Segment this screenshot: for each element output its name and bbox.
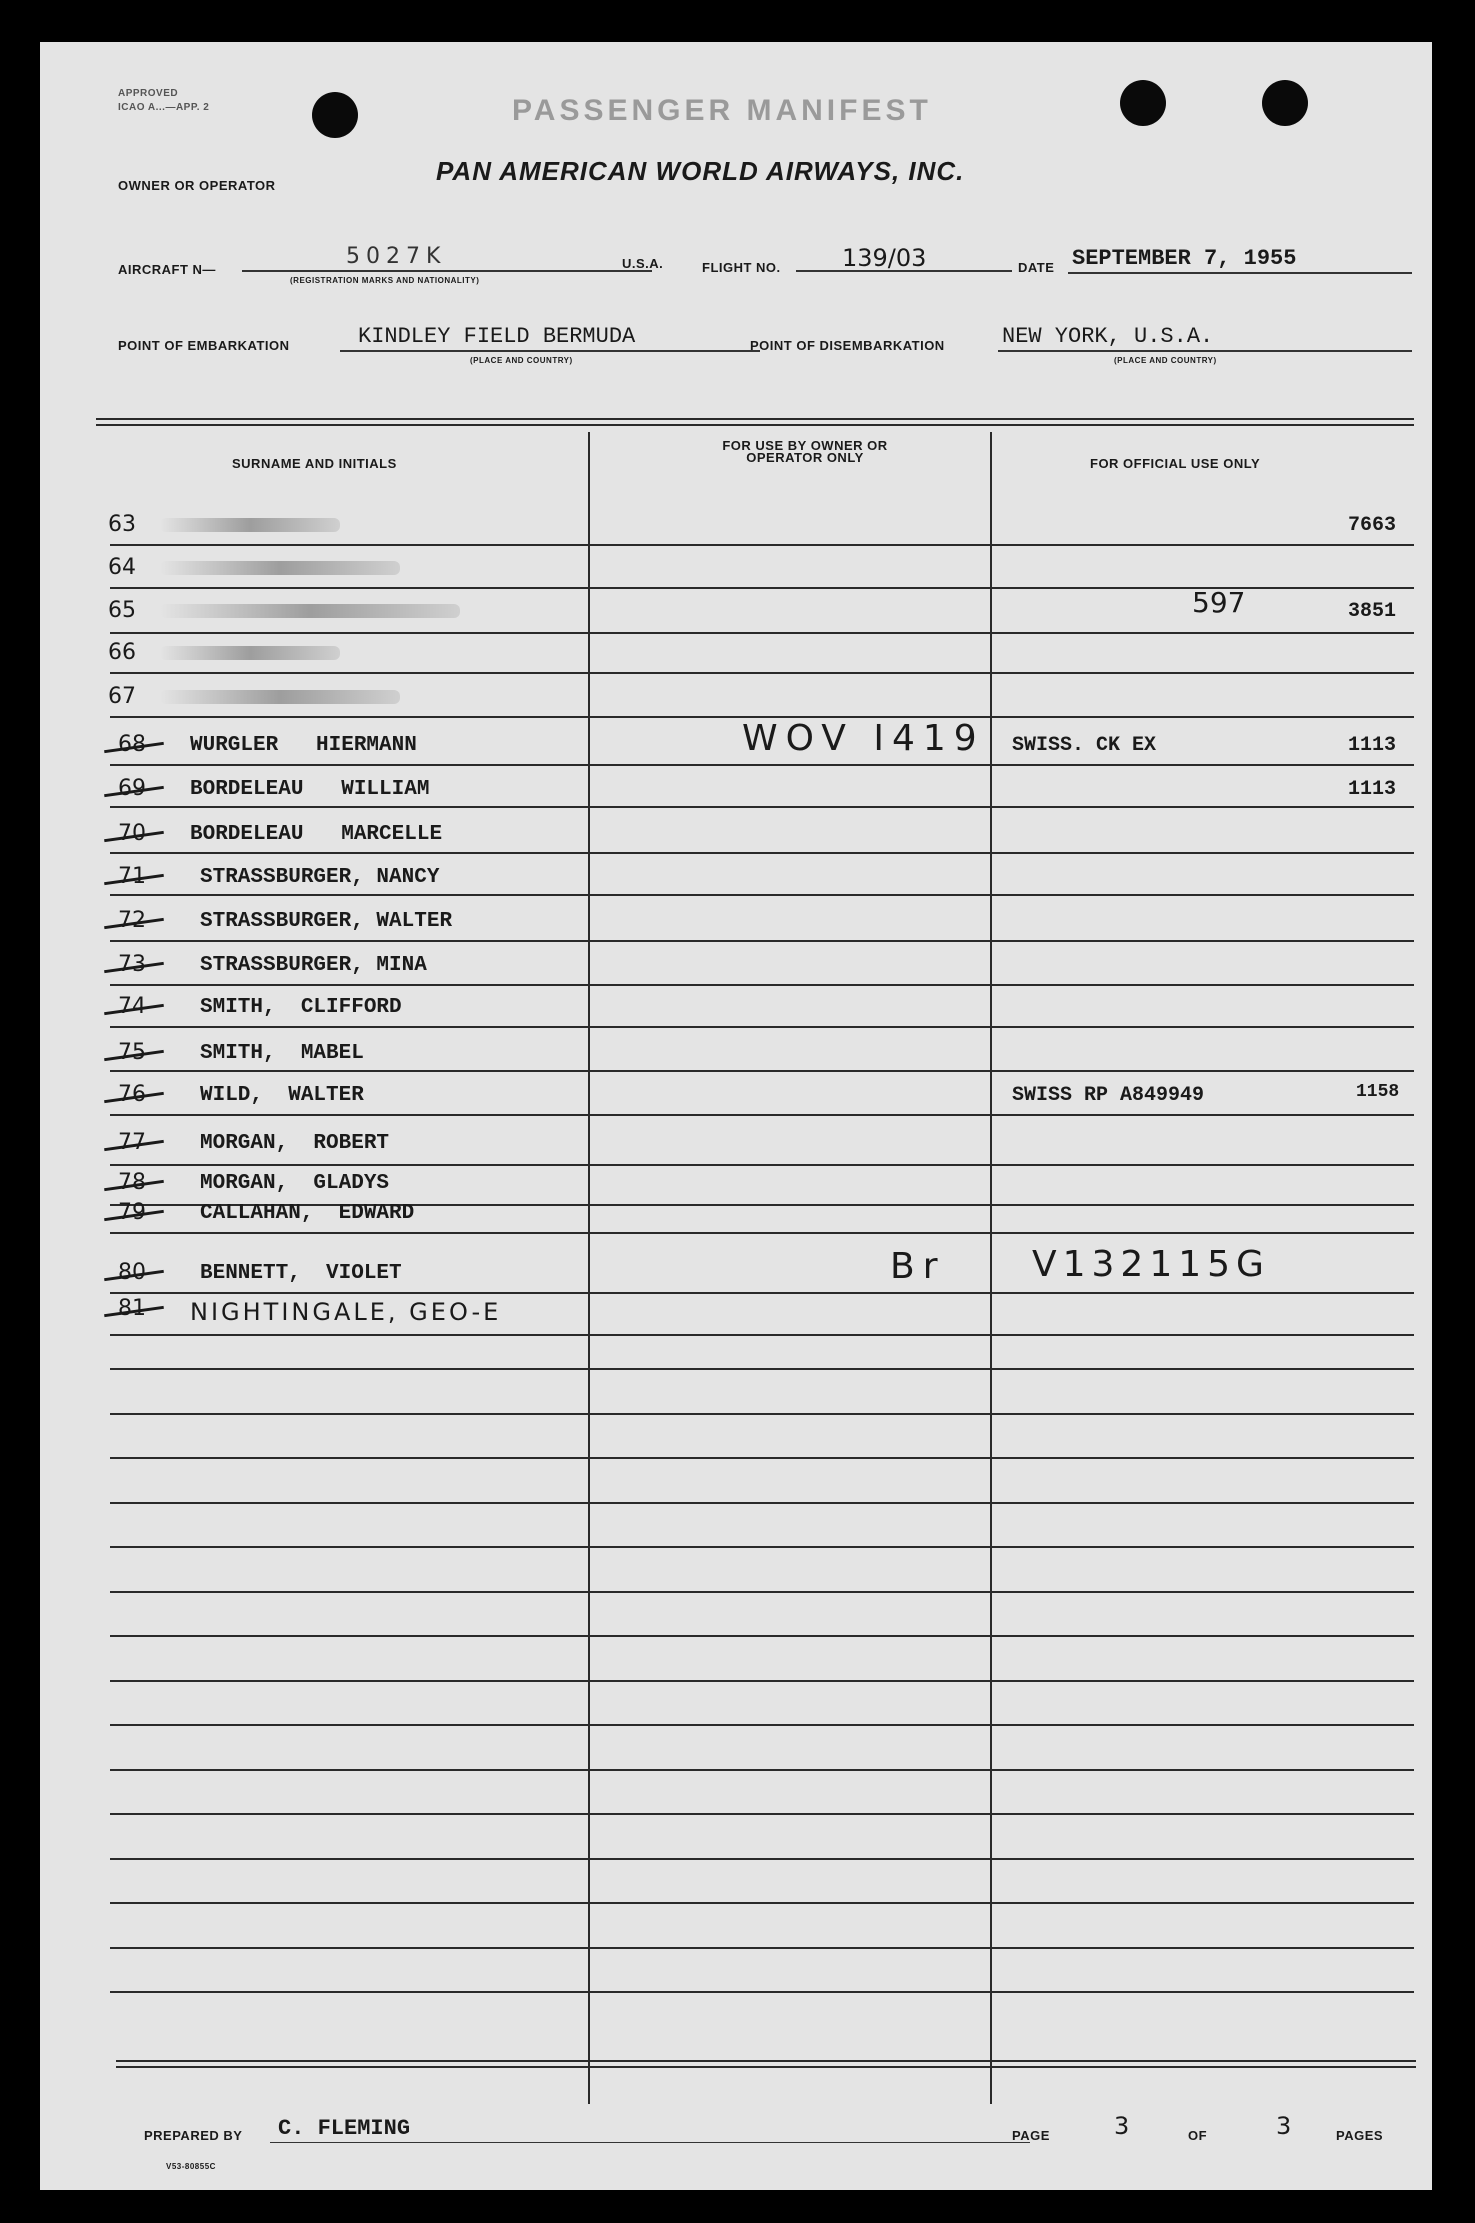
flight-value: 139/03 [842,244,927,272]
col-header-surname: SURNAME AND INITIALS [232,456,397,471]
approval-line-2: ICAO A...—APP. 2 [118,102,210,113]
of-label: OF [1188,2128,1208,2143]
official-use-value: 597 [1192,586,1246,619]
row-rule [110,1858,1414,1860]
row-rule [110,1413,1414,1415]
row-number: 67 [108,684,136,709]
row-number: 71 [118,864,146,889]
redacted-name [160,690,400,704]
date-label: DATE [1018,260,1055,275]
row-rule [110,1769,1414,1771]
row-rule [110,1457,1414,1459]
aircraft-label: AIRCRAFT N— [118,262,216,277]
official-use-number: 7663 [1348,514,1397,537]
row-number: 81 [118,1296,146,1321]
passenger-name: BENNETT, VIOLET [200,1262,402,1285]
row-number: 64 [108,555,136,580]
row-rule [110,1164,1414,1166]
official-use-number: 1113 [1348,778,1397,801]
row-rule [110,544,1414,546]
flight-label: FLIGHT NO. [702,260,781,275]
row-rule [110,894,1414,896]
passenger-name: STRASSBURGER, WALTER [200,910,453,933]
row-rule [110,1334,1414,1336]
row-rule [110,1070,1414,1072]
row-rule [110,1292,1414,1294]
passenger-name: WILD, WALTER [200,1084,364,1107]
row-rule [110,1026,1414,1028]
redacted-name [160,518,340,532]
row-number: 74 [118,994,146,1019]
col-header-official-use: FOR OFFICIAL USE ONLY [1090,456,1261,471]
row-number: 73 [118,952,146,977]
row-rule [110,1546,1414,1548]
punch-hole-right-2 [1262,80,1308,126]
row-rule [110,1591,1414,1593]
usa-label: U.S.A. [622,256,664,271]
owner-use-value: WOV I419 [742,718,985,759]
row-number: 76 [118,1082,146,1107]
official-use-value: SWISS RP A849949 [1012,1084,1205,1107]
row-number: 70 [118,821,146,846]
official-use-number: 1113 [1348,734,1397,757]
row-rule [110,632,1414,634]
disembarkation-caption: (PLACE AND COUNTRY) [1114,356,1217,365]
punch-hole-left [312,92,358,138]
row-number: 75 [118,1040,146,1065]
page-label: PAGE [1012,2128,1050,2143]
row-rule [110,1991,1414,1993]
passenger-name: STRASSBURGER, MINA [200,954,427,977]
prepared-label: PREPARED BY [144,2128,243,2143]
row-number: 80 [118,1260,146,1285]
aircraft-value: 5027K [346,244,447,269]
manifest-page [40,42,1432,2190]
row-number: 77 [118,1130,146,1155]
form-title: PASSENGER MANIFEST [512,94,932,127]
row-rule [110,764,1414,766]
redacted-name [160,561,400,575]
page-value: 3 [1114,2112,1130,2140]
row-rule [110,672,1414,674]
passenger-name: SMITH, CLIFFORD [200,996,402,1019]
redacted-name [160,646,340,660]
row-rule [110,1114,1414,1116]
of-value: 3 [1276,2112,1292,2140]
official-use-value: V132115G [1032,1244,1270,1285]
embarkation-value: KINDLEY FIELD BERMUDA [358,324,636,349]
row-rule [110,852,1414,854]
row-rule [110,984,1414,986]
embarkation-label: POINT OF EMBARKATION [118,338,290,353]
date-value: SEPTEMBER 7, 1955 [1072,246,1297,271]
row-rule [110,1813,1414,1815]
row-number: 79 [118,1200,146,1225]
row-rule [110,1947,1414,1949]
row-number: 68 [118,732,146,757]
owner-use-value: Br [890,1246,946,1287]
redacted-name [160,604,460,618]
registration-caption: (REGISTRATION MARKS AND NATIONALITY) [290,276,480,285]
row-number: 65 [108,598,136,623]
prepared-value: C. FLEMING [278,2116,411,2141]
passenger-name: CALLAHAN, EDWARD [200,1202,415,1225]
official-use-number: 3851 [1348,600,1397,623]
punch-hole-right-1 [1120,80,1166,126]
row-rule [110,1502,1414,1504]
row-number: 63 [108,512,136,537]
row-rule [110,1232,1414,1234]
form-code: V53-80855C [166,2162,216,2171]
official-use-value: SWISS. CK EX [1012,734,1157,757]
row-rule [110,1724,1414,1726]
official-use-number: 1158 [1356,1082,1400,1102]
owner-label: OWNER OR OPERATOR [118,178,276,193]
passenger-name: BORDELEAU WILLIAM [190,778,430,801]
passenger-name: BORDELEAU MARCELLE [190,823,443,846]
passenger-name: MORGAN, GLADYS [200,1172,390,1195]
row-rule [110,1635,1414,1637]
embarkation-caption: (PLACE AND COUNTRY) [470,356,573,365]
passenger-name: MORGAN, ROBERT [200,1132,390,1155]
passenger-name: WURGLER HIERMANN [190,734,417,757]
row-rule [110,1368,1414,1370]
row-rule [110,940,1414,942]
approval-line-1: APPROVED [118,88,179,99]
row-rule [110,806,1414,808]
row-number: 72 [118,908,146,933]
owner-value: PAN AMERICAN WORLD AIRWAYS, INC. [436,156,965,186]
disembarkation-label: POINT OF DISEMBARKATION [750,338,945,353]
row-rule [110,1680,1414,1682]
passenger-name: SMITH, MABEL [200,1042,364,1065]
row-number: 78 [118,1170,146,1195]
row-rule [110,1902,1414,1904]
col-header-owner-use: FOR USE BY OWNER OR OPERATOR ONLY [722,438,888,465]
pages-label: PAGES [1336,2128,1384,2143]
passenger-name: STRASSBURGER, NANCY [200,866,440,889]
passenger-name: NIGHTINGALE, GEO-E [190,1298,502,1326]
row-number: 69 [118,776,146,801]
disembarkation-value: NEW YORK, U.S.A. [1002,324,1214,349]
row-number: 66 [108,640,136,665]
